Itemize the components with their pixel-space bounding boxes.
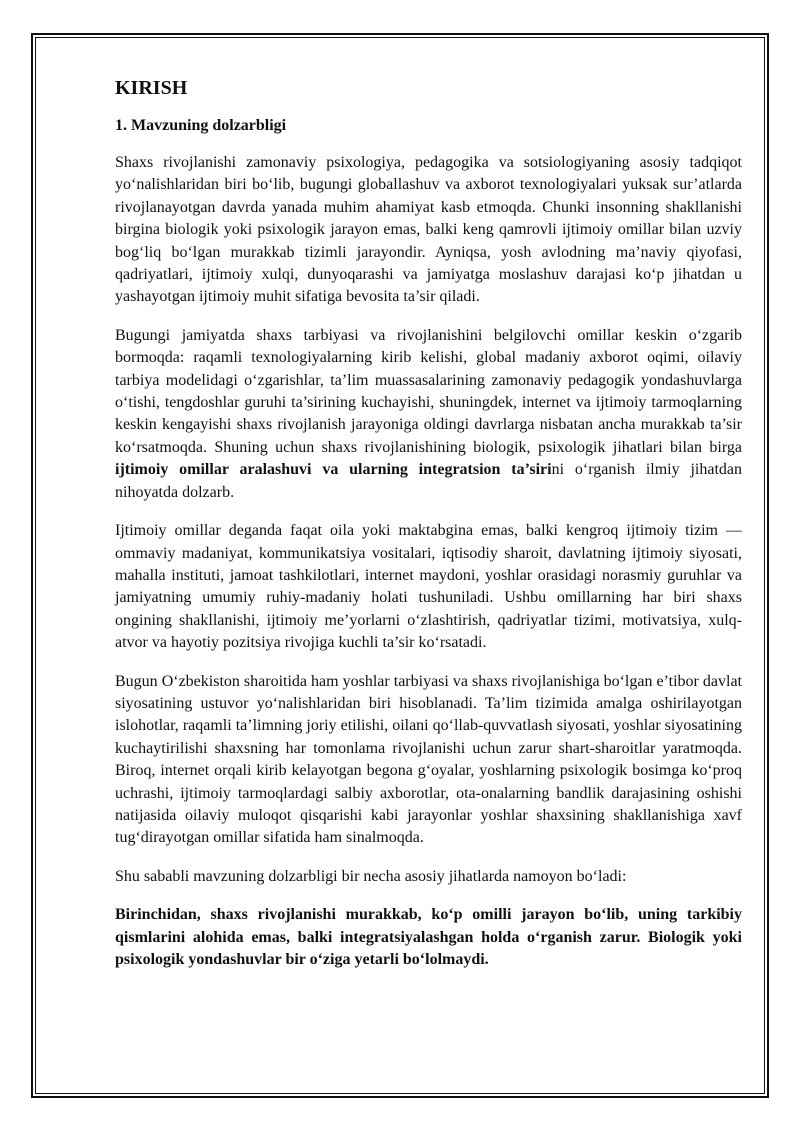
section-heading: 1. Mavzuning dolzarbligi bbox=[115, 117, 287, 134]
paragraph-4: Bugun O‘zbekiston sharoitida ham yoshlar tarbiyasi va shaxs rivojlanishiga bo‘lgan e’tibor davlat siyosatining ustuvor yo‘nalishlaridan biri hisoblanadi. Ta’lim tizimida amalga oshirilayotgan islohotlar, raqamli ta’limning joriy etilishi, oilani qo‘llab-quvvatlash siyosati, yoshlar siyosatining kuchaytirilishi shaxsning har tomonlama rivojlanishi uchun zarur shart-sharoitlar yaratmoqda. Biroq, internet orqali kirib kelayotgan begona g‘oyalar, yoshlarning psixologik bosimga ko‘proq uchrashi, ijtimoiy tarmoqlardagi salbiy axborotlar, ota-onalarning bandlik darajasining oshishi natijasida oilaviy muloqot qisqarishi kabi jarayonlar yoshlar shaxsining shakllanishiga xavf tug‘dirayotgan omillar sifatida ham sinalmoqda. bbox=[115, 672, 742, 847]
paragraph-3: Ijtimoiy omillar deganda faqat oila yoki maktabgina emas, balki kengroq ijtimoiy tizim — ommaviy madaniyat, kommunikatsiya vositalari, iqtisodiy sharoit, davlatning ijtimoiy siyosati, mahalla instituti, jamoat tashkilotlari, internet maydoni, yoshlar orasidagi norasmiy guruhlar va jamiyatning umumiy ruhiy-madaniy holati tushuniladi. Ushbu omillarning har biri shaxs ongining shakllanishi, ijtimoiy me’yorlarni o‘zlashtirish, qadriyatlar tizimi, motivatsiya, xulq-atvor va hayotiy pozitsiya rivojiga kuchli ta’sir ko‘rsatadi. bbox=[115, 522, 742, 652]
document-title: KIRISH bbox=[115, 77, 188, 99]
document-body bbox=[115, 76, 742, 987]
paragraph-5: Shu sababli mavzuning dolzarbligi bir necha asosiy jihatlarda namoyon bo‘ladi: bbox=[115, 867, 627, 885]
paragraph-2-text-after: ni o‘rganish ilmiy jihatdan nihoyatda dolzarb. bbox=[115, 461, 742, 501]
paragraph-6-bold: Birinchidan, shaxs rivojlanishi murakkab, ko‘p omilli jarayon bo‘lib, uning tarkibiy qismlarini alohida emas, balki integratsiyalashgan holda o‘rganish zarur. Biologik yoki psixologik yondashuvlar bir o‘ziga yetarli bo‘lolmaydi. bbox=[115, 906, 742, 968]
paragraph-2-text-before: Bugungi jamiyatda shaxs tarbiyasi va rivojlanishini belgilovchi omillar keskin o‘zgarib bormoqda: raqamli texnologiyalarning kirib kelishi, global madaniy axborot oqimi, oilaviy tarbiya modelidagi o‘zgarishlar, ta’lim muassasalarining zamonaviy pedagogik yondashuvlarga o‘tishi, tengdoshlar guruhi ta’sirining kuchayishi, shuningdek, internet va ijtimoiy tarmoqlarning keskin kengayishi shaxs rivojlanish jarayoniga oldingi davrlarga nisbatan ancha murakkab ta’sir ko‘rsatmoqda. Shuning uchun shaxs rivojlanishining biologik, psixologik jihatlari bilan birga bbox=[115, 326, 742, 456]
paragraph-1: Shaxs rivojlanishi zamonaviy psixologiya, pedagogika va sotsiologiyaning asosiy tadqiqot yo‘nalishlaridan biri bo‘lib, bugungi globallashuv va axborot texnologiyalari yuksak sur’atlarda rivojlanayotgan davrda yanada muhim ahamiyat kasb etmoqda. Chunki insonning shakllanishi birgina biologik yoki psixologik jarayon emas, balki keng qamrovli ijtimoiy omillar bilan uzviy bog‘liq bo‘lgan murakkab tizimli jarayondir. Ayniqsa, yosh avlodning ma’naviy qiyofasi, qadriyatlari, ijtimoiy xulqi, dunyoqarashi va jamiyatga moslashuv darajasi ko‘p jihatdan u yashayotgan ijtimoiy muhit sifatiga bevosita ta’sir qiladi. bbox=[115, 154, 742, 306]
paragraph-2 bbox=[115, 325, 742, 504]
paragraph-2-bold-phrase: ijtimoiy omillar aralashuvi va ularning integratsion ta’siri bbox=[115, 461, 552, 479]
